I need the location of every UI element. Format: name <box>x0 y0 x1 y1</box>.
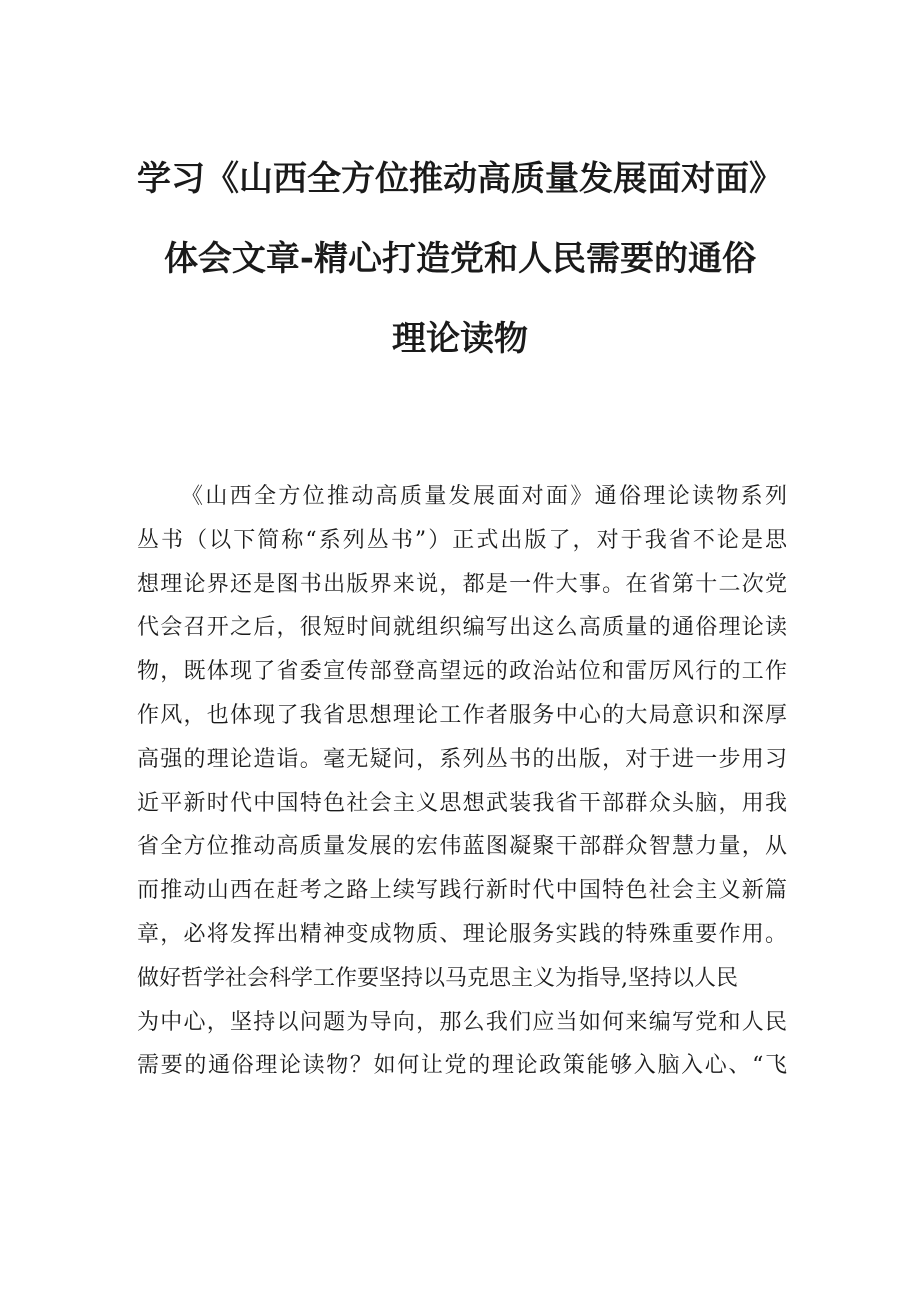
title-line-2: 体会文章-精心打造党和人民需要的通俗 <box>163 239 757 279</box>
document-title <box>0 139 920 379</box>
title-line-1: 学习《山西全方位推动高质量发展面对面》 <box>137 159 783 199</box>
body-line: 需要的通俗理论读物？如何让党的理论政策能够入脑入心、“飞 <box>137 1053 787 1079</box>
body-line: 而推动山西在赶考之路上续写践行新时代中国特色社会主义新篇 <box>137 878 787 904</box>
body-line: 物，既体现了省委宣传部登高望远的政治站位和雷厉风行的工作 <box>137 659 787 685</box>
body-line: 做好哲学社会科学工作要坚持以马克思主义为指导,坚持以人民 <box>137 965 738 991</box>
body-line: 丛书（以下简称“系列丛书”）正式出版了，对于我省不论是思 <box>137 527 787 553</box>
body-line: 章，必将发挥出精神变成物质、理论服务实践的特殊重要作用。 <box>137 921 787 947</box>
body-line: 想理论界还是图书出版界来说，都是一件大事。在省第十二次党 <box>137 571 787 597</box>
title-line-3: 理论读物 <box>392 319 528 359</box>
body-line: 高强的理论造诣。毫无疑问，系列丛书的出版，对于进一步用习 <box>137 746 787 772</box>
body-line: 近平新时代中国特色社会主义思想武装我省干部群众头脑，用我 <box>137 790 787 816</box>
document-body <box>137 475 787 1088</box>
body-line: 《山西全方位推动高质量发展面对面》通俗理论读物系列 <box>181 484 787 509</box>
body-line: 作风，也体现了我省思想理论工作者服务中心的大局意识和深厚 <box>137 702 787 728</box>
body-line: 为中心，坚持以问题为导向，那么我们应当如何来编写党和人民 <box>137 1009 787 1035</box>
body-line: 省全方位推动高质量发展的宏伟蓝图凝聚干部群众智慧力量，从 <box>137 834 787 860</box>
body-line: 代会召开之后，很短时间就组织编写出这么高质量的通俗理论读 <box>137 615 787 641</box>
